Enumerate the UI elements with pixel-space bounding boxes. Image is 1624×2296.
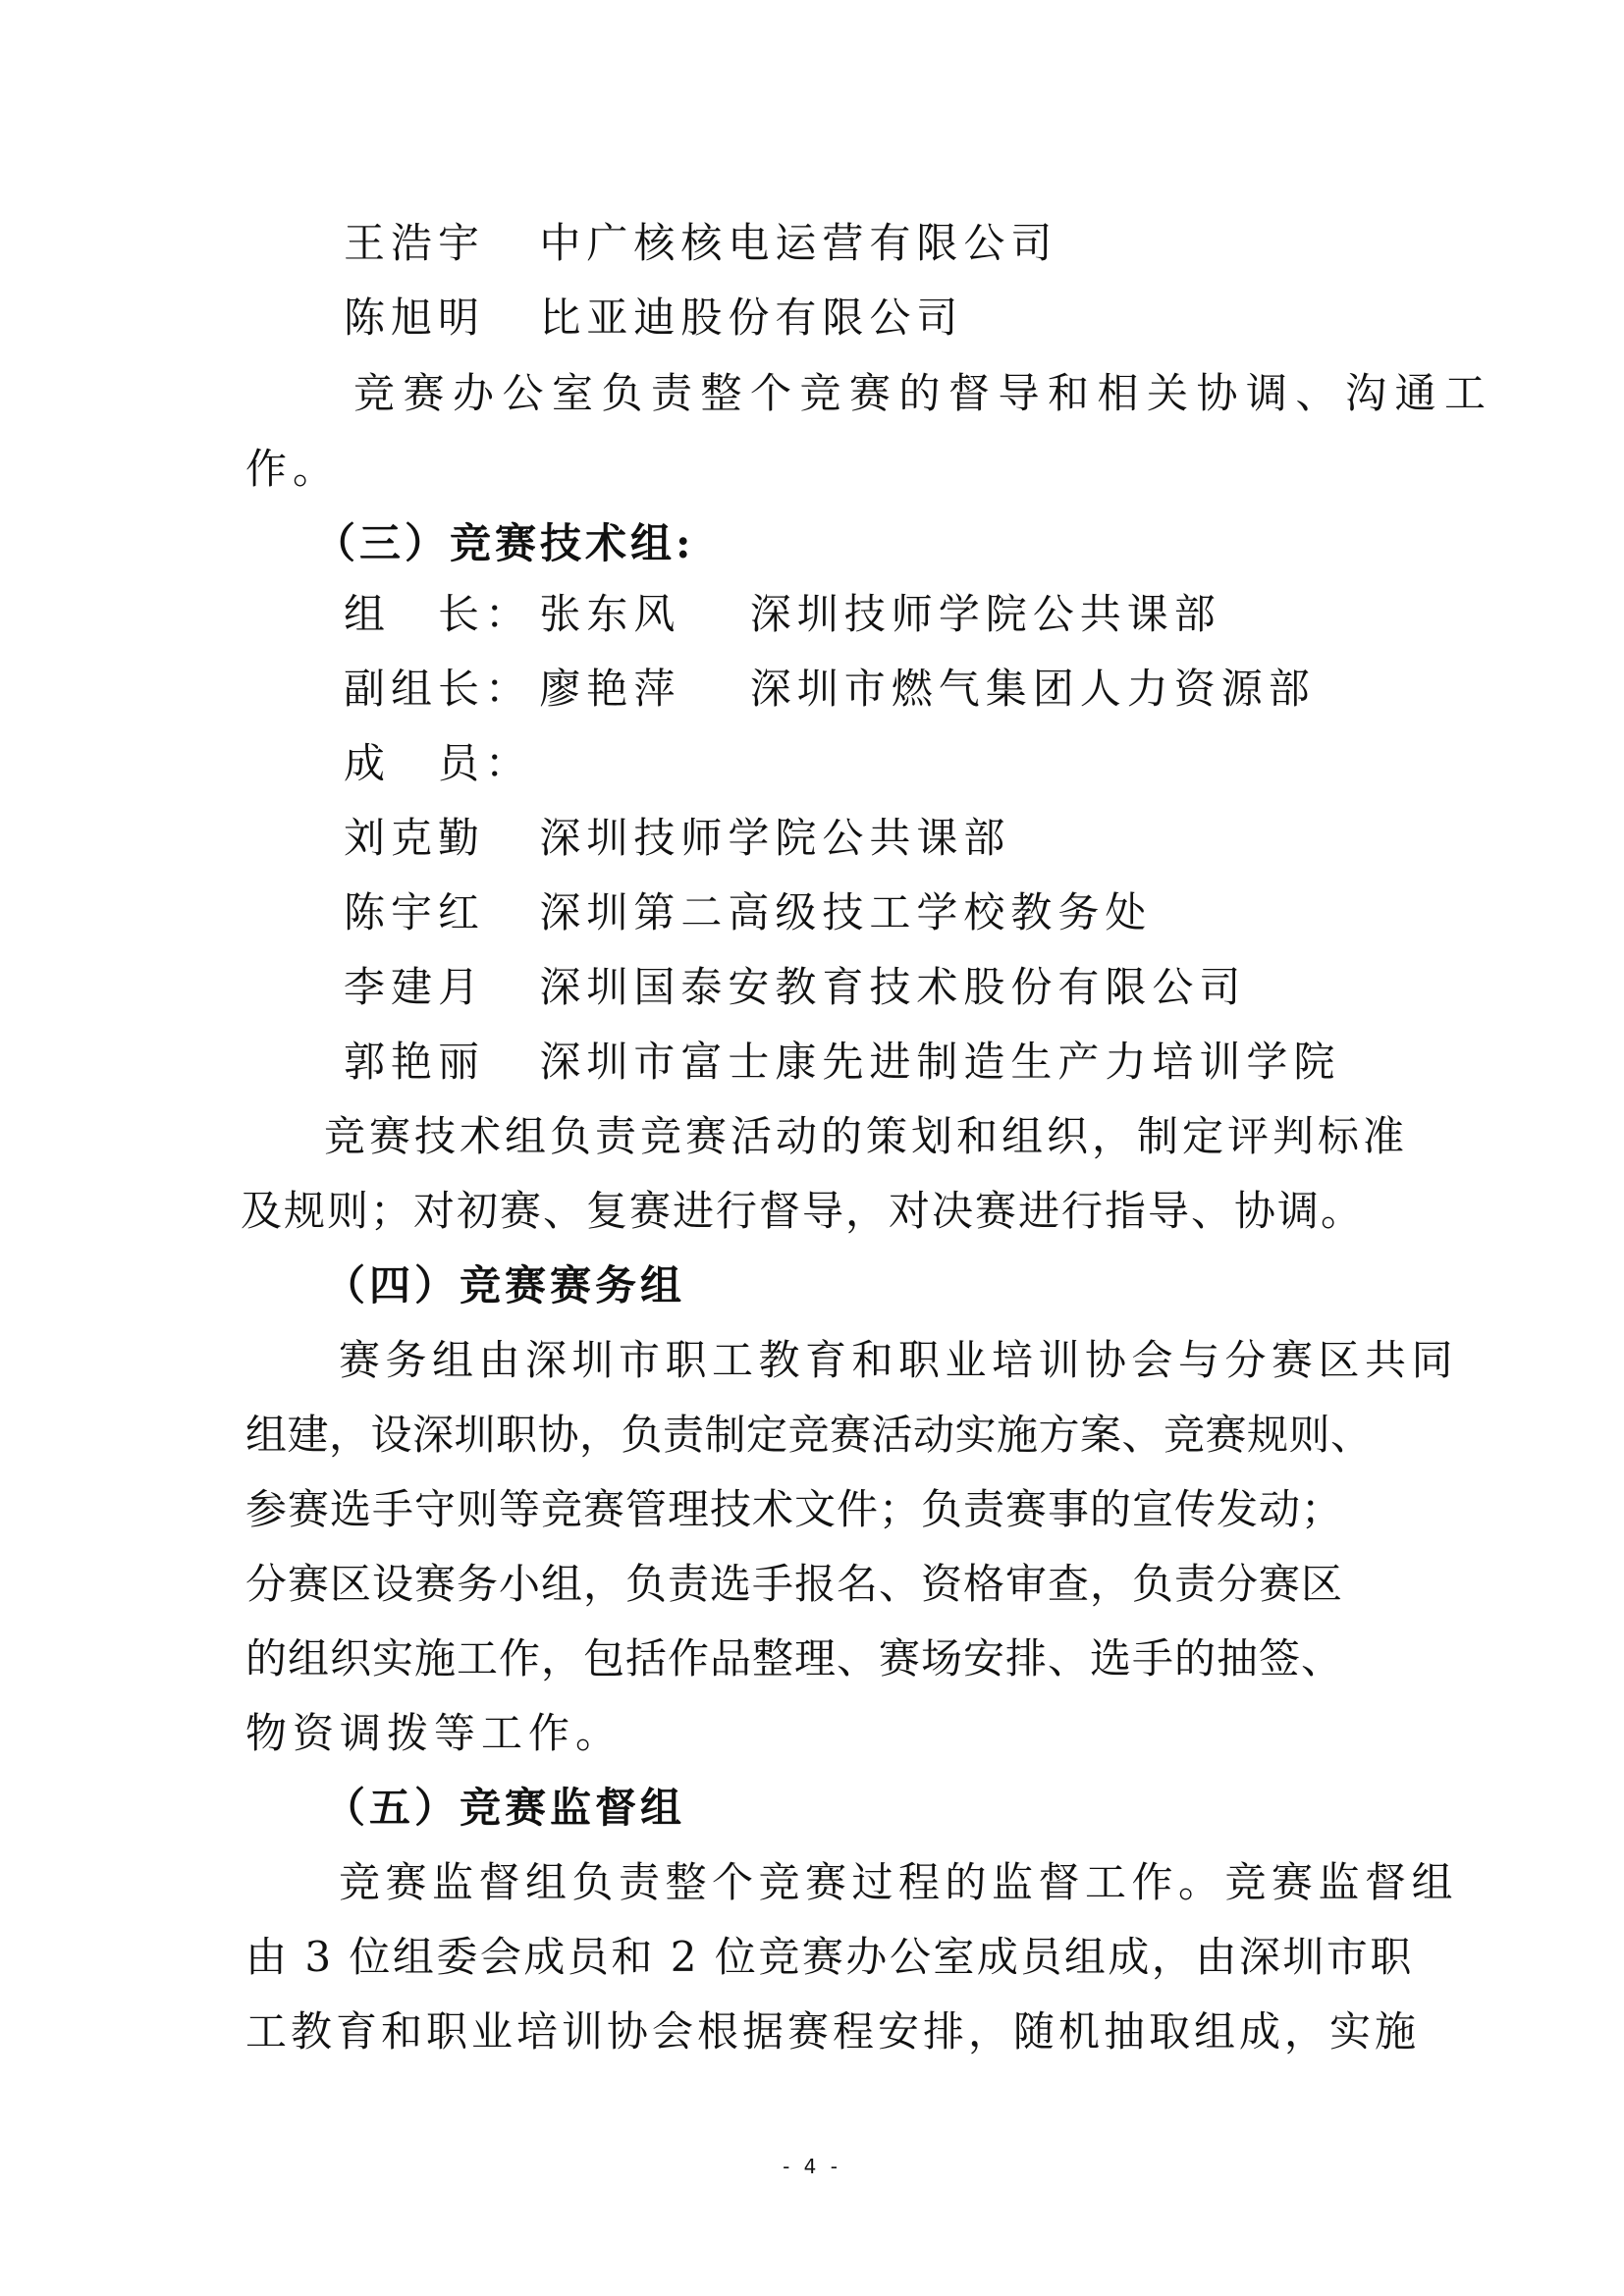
paragraph-line: 及规则；对初赛、复赛进行督导，对决赛进行指导、协调。 xyxy=(241,1187,1365,1235)
person-name: 廖艳萍 xyxy=(539,665,681,713)
member-org: 深圳第二高级技工学校教务处 xyxy=(539,888,1153,936)
paragraph-line: 工教育和职业培训协会根据赛程安排，随机抽取组成，实施 xyxy=(245,2007,1421,2056)
paragraph-line: 物资调拨等工作。 xyxy=(245,1709,623,1757)
office-paragraph-line: 竞赛办公室负责整个竞赛的督导和相关协调、沟通工 xyxy=(353,369,1494,417)
member-org: 深圳技师学院公共课部 xyxy=(539,814,1011,862)
paragraph-line: 的组织实施工作，包括作品整理、赛场安排、选手的抽签、 xyxy=(245,1634,1344,1682)
section-heading: （三）竞赛技术组: xyxy=(314,519,695,567)
member-row xyxy=(344,887,1152,938)
member-name: 郭艳丽 xyxy=(344,1038,486,1086)
leader-row xyxy=(344,589,1221,640)
member-name: 陈旭明 xyxy=(344,294,486,342)
paragraph-line: 组建，设深圳职协，负责制定竞赛活动实施方案、竞赛规则、 xyxy=(245,1411,1373,1459)
role-label: 副组长： xyxy=(344,665,533,713)
page-number: - 4 - xyxy=(783,2155,841,2178)
member-org: 比亚迪股份有限公司 xyxy=(539,294,964,342)
section-heading: （五）竞赛监督组 xyxy=(324,1784,686,1832)
member-org: 深圳市富士康先进制造生产力培训学院 xyxy=(539,1038,1341,1086)
member-org: 中广核核电运营有限公司 xyxy=(539,219,1058,267)
member-row xyxy=(344,218,1057,269)
member-row xyxy=(344,962,1246,1013)
deputy-row xyxy=(344,664,1316,715)
member-row xyxy=(344,1037,1340,1088)
person-org: 深圳市燃气集团人力资源部 xyxy=(749,665,1316,713)
member-name: 陈宇红 xyxy=(344,888,486,936)
member-row xyxy=(344,813,1010,864)
paragraph-line: 竞赛技术组负责竞赛活动的策划和组织，制定评判标准 xyxy=(324,1112,1409,1160)
office-paragraph-line: 作。 xyxy=(245,445,341,493)
member-name: 刘克勤 xyxy=(344,814,486,862)
member-org: 深圳国泰安教育技术股份有限公司 xyxy=(539,963,1247,1011)
member-name: 王浩宇 xyxy=(344,219,486,267)
paragraph-line: 由 3 位组委会成员和 2 位竞赛办公室成员组成，由深圳市职 xyxy=(245,1933,1414,1981)
section-heading: （四）竞赛赛务组 xyxy=(324,1261,686,1309)
paragraph-line: 竞赛监督组负责整个竞赛过程的监督工作。竞赛监督组 xyxy=(339,1858,1459,1906)
paragraph-line: 参赛选手守则等竞赛管理技术文件；负责赛事的宣传发动； xyxy=(245,1485,1344,1533)
members-label: 成 员： xyxy=(344,739,533,787)
paragraph-line: 分赛区设赛务小组，负责选手报名、资格审查，负责分赛区 xyxy=(245,1560,1344,1608)
person-name: 张东风 xyxy=(539,590,681,638)
member-name: 李建月 xyxy=(344,963,486,1011)
paragraph-line: 赛务组由深圳市职工教育和职业培训协会与分赛区共同 xyxy=(339,1336,1459,1384)
member-row xyxy=(344,293,963,344)
person-org: 深圳技师学院公共课部 xyxy=(749,590,1221,638)
role-label: 组 长： xyxy=(344,590,533,638)
